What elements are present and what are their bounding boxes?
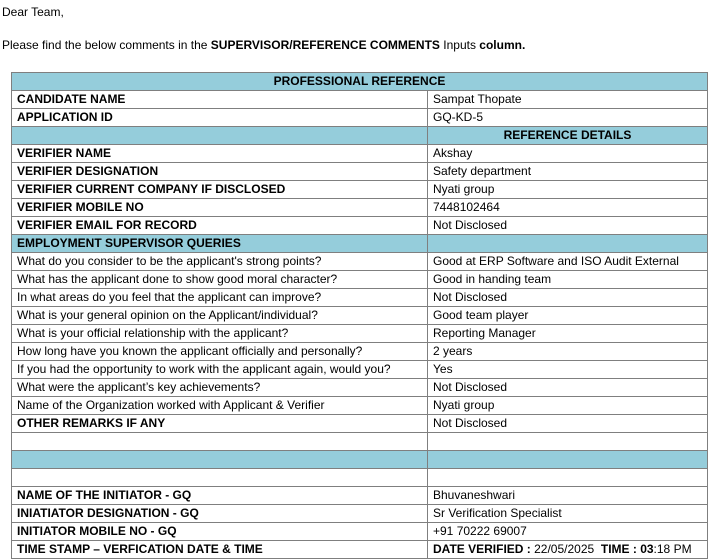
table-row xyxy=(12,343,708,361)
row-value: Not Disclosed xyxy=(428,289,708,307)
row-value: Safety department xyxy=(428,163,708,181)
row-label: INITIATOR MOBILE NO - GQ xyxy=(12,523,428,541)
row-label: What has the applicant done to show good moral character? xyxy=(12,271,428,289)
row-label: How long have you known the applicant officially and personally? xyxy=(12,343,428,361)
row-value: Sr Verification Specialist xyxy=(428,505,708,523)
row-value: Good team player xyxy=(428,307,708,325)
row-label: Name of the Organization worked with Applicant & Verifier xyxy=(12,397,428,415)
table-title: PROFESSIONAL REFERENCE xyxy=(12,73,708,91)
table-row xyxy=(12,109,708,127)
timestamp-row xyxy=(12,541,708,559)
table-row xyxy=(12,289,708,307)
table-row xyxy=(12,379,708,397)
queries-header: EMPLOYMENT SUPERVISOR QUERIES xyxy=(12,235,428,253)
spacer-row-shaded xyxy=(12,451,708,469)
table-row xyxy=(12,145,708,163)
intro-middle: Inputs xyxy=(439,38,480,52)
professional-reference-table xyxy=(11,72,708,559)
table-row xyxy=(12,487,708,505)
table-row xyxy=(12,91,708,109)
date-verified-label: DATE VERIFIED : xyxy=(433,542,531,556)
reference-details-header: REFERENCE DETAILS xyxy=(428,127,708,145)
row-label: What do you consider to be the applicant's strong points? xyxy=(12,253,428,271)
table-row xyxy=(12,397,708,415)
intro-bold-column-name: SUPERVISOR/REFERENCE COMMENTS xyxy=(210,38,440,52)
table-row xyxy=(12,307,708,325)
section-header-empty xyxy=(428,235,708,253)
row-value: +91 70222 69007 xyxy=(428,523,708,541)
row-label: If you had the opportunity to work with the applicant again, would you? xyxy=(12,361,428,379)
intro-prefix: Please find the below comments in the xyxy=(2,38,211,52)
spacer-cell xyxy=(428,451,708,469)
row-label: VERIFIER CURRENT COMPANY IF DISCLOSED xyxy=(12,181,428,199)
spacer-row xyxy=(12,469,708,487)
row-value: Good at ERP Software and ISO Audit External xyxy=(428,253,708,271)
table-row xyxy=(12,523,708,541)
table-row xyxy=(12,361,708,379)
table-row xyxy=(12,253,708,271)
table-row xyxy=(12,181,708,199)
greeting-text: Dear Team, xyxy=(2,5,64,19)
row-label: What were the applicant’s key achievements? xyxy=(12,379,428,397)
row-label: VERIFIER MOBILE NO xyxy=(12,199,428,217)
intro-bold-column: column. xyxy=(479,38,526,52)
table-row xyxy=(12,505,708,523)
row-label: What is your general opinion on the Applicant/individual? xyxy=(12,307,428,325)
section-header-empty xyxy=(12,127,428,145)
row-label: APPLICATION ID xyxy=(12,109,428,127)
row-label: VERIFIER NAME xyxy=(12,145,428,163)
spacer-cell xyxy=(428,469,708,487)
table-row xyxy=(12,325,708,343)
row-label: VERIFIER DESIGNATION xyxy=(12,163,428,181)
time-label: TIME : xyxy=(600,542,641,556)
reference-details-header-row xyxy=(12,127,708,145)
table-row xyxy=(12,271,708,289)
other-remarks-row xyxy=(12,415,708,433)
table-row xyxy=(12,163,708,181)
row-value: Not Disclosed xyxy=(428,379,708,397)
row-value: Not Disclosed xyxy=(428,217,708,235)
row-value: Good in handing team xyxy=(428,271,708,289)
time-value-hour: 03 xyxy=(640,542,654,556)
row-value: Yes xyxy=(428,361,708,379)
row-label: INIATIATOR DESIGNATION - GQ xyxy=(12,505,428,523)
timestamp-value xyxy=(428,541,708,559)
row-label: NAME OF THE INITIATOR - GQ xyxy=(12,487,428,505)
row-value: Nyati group xyxy=(428,397,708,415)
spacer-row xyxy=(12,433,708,451)
queries-header-row xyxy=(12,235,708,253)
row-value: Bhuvaneshwari xyxy=(428,487,708,505)
table-title-row xyxy=(12,73,708,91)
row-value: Reporting Manager xyxy=(428,325,708,343)
date-verified-value: 22/05/2025 xyxy=(534,542,595,556)
row-value: Not Disclosed xyxy=(428,415,708,433)
table-row xyxy=(12,199,708,217)
row-value: Akshay xyxy=(428,145,708,163)
row-value: 7448102464 xyxy=(428,199,708,217)
row-label: In what areas do you feel that the applicant can improve? xyxy=(12,289,428,307)
row-value: 2 years xyxy=(428,343,708,361)
intro-text xyxy=(2,38,525,52)
row-label: VERIFIER EMAIL FOR RECORD xyxy=(12,217,428,235)
spacer-cell xyxy=(12,469,428,487)
spacer-cell xyxy=(12,433,428,451)
row-value: Sampat Thopate xyxy=(428,91,708,109)
time-value-rest: :18 PM xyxy=(653,542,692,556)
row-label: CANDIDATE NAME xyxy=(12,91,428,109)
row-label: OTHER REMARKS IF ANY xyxy=(12,415,428,433)
row-value: Nyati group xyxy=(428,181,708,199)
table-row xyxy=(12,217,708,235)
row-label: What is your official relationship with the applicant? xyxy=(12,325,428,343)
row-value: GQ-KD-5 xyxy=(428,109,708,127)
spacer-cell xyxy=(428,433,708,451)
spacer-cell xyxy=(12,451,428,469)
row-label: TIME STAMP – VERFICATION DATE & TIME xyxy=(12,541,428,559)
